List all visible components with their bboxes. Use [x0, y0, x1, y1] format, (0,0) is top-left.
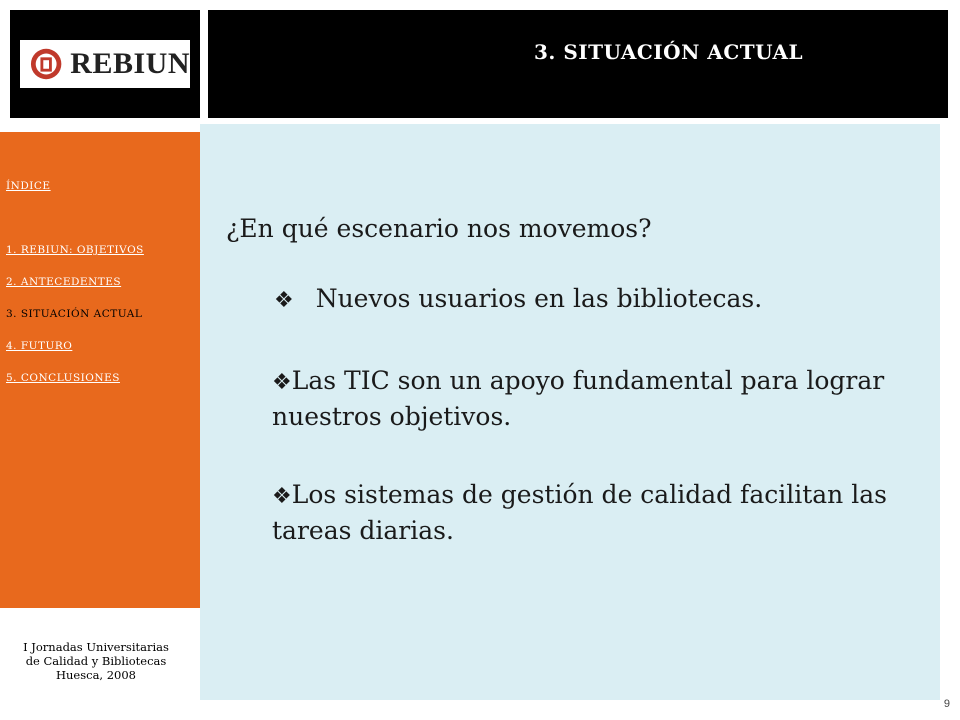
logo-panel — [10, 10, 200, 118]
sidebar-item-conclusiones[interactable]: 5. CONCLUSIONES — [6, 372, 120, 384]
sidebar-item-antecedentes[interactable]: 2. ANTECEDENTES — [6, 276, 122, 288]
diamond-bullet-icon: ❖ — [274, 288, 294, 313]
bullet-item — [272, 478, 892, 548]
footer-line: de Calidad y Bibliotecas — [25, 654, 167, 668]
slide-title: 3. SITUACIÓN ACTUAL — [534, 40, 804, 64]
sidebar-item-futuro[interactable]: 4. FUTURO — [6, 340, 73, 352]
footer-line: Huesca, 2008 — [55, 668, 137, 682]
rebiun-logo-icon — [30, 47, 62, 81]
bullet-item — [274, 282, 894, 318]
bullet-text: Nuevos usuarios en las bibliotecas. — [315, 284, 763, 313]
diamond-bullet-icon: ❖ — [272, 370, 292, 395]
sidebar-item-indice[interactable]: ÍNDICE — [6, 180, 51, 192]
content-panel — [200, 124, 940, 700]
logo-text: REBIUN — [70, 47, 190, 80]
rebiun-logo — [20, 40, 190, 88]
bullet-text: Los sistemas de gestión de calidad facilitan las tareas diarias. — [272, 480, 887, 545]
sidebar-item-situacion-actual: 3. SITUACIÓN ACTUAL — [6, 308, 143, 320]
sidebar — [0, 132, 200, 608]
page-number: 9 — [943, 698, 950, 710]
sidebar-item-rebiun-objetivos[interactable]: 1. REBIUN: OBJETIVOS — [6, 244, 144, 256]
bullet-item — [272, 364, 892, 434]
title-bar — [208, 10, 948, 118]
diamond-bullet-icon: ❖ — [272, 484, 292, 509]
bullet-text: Las TIC son un apoyo fundamental para lograr nuestros objetivos. — [272, 366, 885, 431]
footer-line: I Jornadas Universitarias — [23, 640, 169, 654]
footer-text — [0, 640, 192, 682]
slide-question: ¿En qué escenario nos movemos? — [226, 214, 652, 243]
